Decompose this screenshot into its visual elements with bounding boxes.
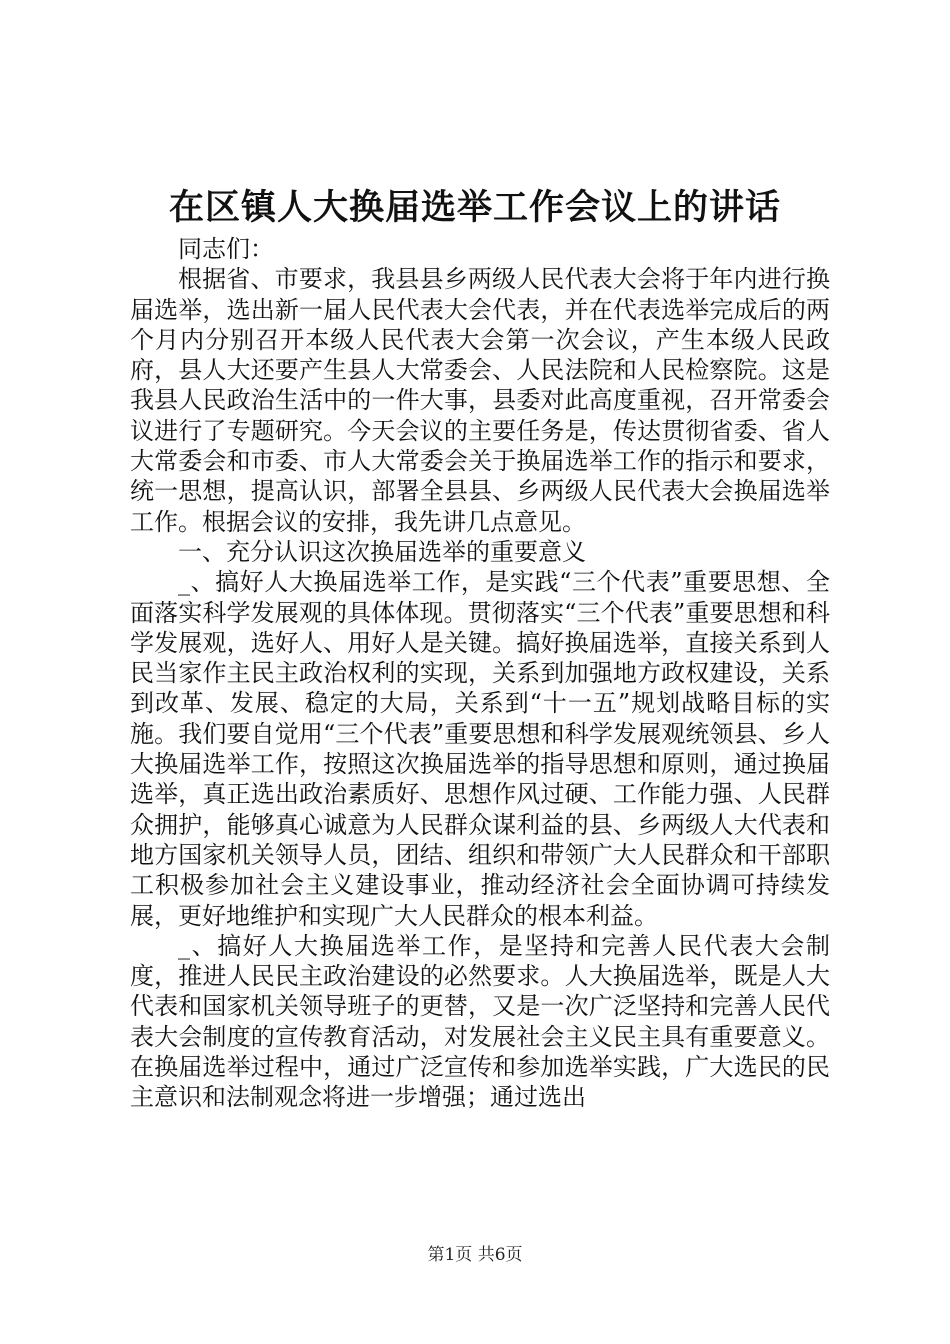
document-title: 在区镇人大换届选举工作会议上的讲话 [168,188,781,228]
section-heading: 一、充分认识这次换届选举的重要意义 [178,537,586,566]
intro-paragraph: 根据省、市要求，我县县乡两级人民代表大会将于年内进行换届选举，选出新一届人民代表大会代表，并在代表选举完成后的两个月内分别召开本级人民代表大会第一次会议，产生本级人民政府，县人大还要产生县人大常委会、人民法院和人民检察院。这是我县人民政治生活中的一件大事，县委对此高度重视，召开常委会议进行了专题研究。今天会议的主要任务是，传达贯彻省委、省人大常委会和市委、市人大常委会关于换届选举工作的指示和要求，统一思想，提高认识，部署全县县、乡两级人民代表大会换届选举工作。根据会议的安排，我先讲几点意见。 [130,265,830,536]
body-paragraph-1: _、搞好人大换届选举工作，是实践“三个代表”重要思想、全面落实科学发展观的具体体现。贯彻落实“三个代表”重要思想和科学发展观，选好人、用好人是关键。搞好换届选举，直接关系到人民当家作主民主政治权利的实现，关系到加强地方政权建设，关系到改革、发展、稳定的大局，关系到“十一五”规划战略目标的实施。我们要自觉用“三个代表”重要思想和科学发展观统领县、乡人大换届选举工作，按照这次换届选举的指导思想和原则，通过换届选举，真正选出政治素质好、思想作风过硬、工作能力强、人民群众拥护，能够真心诚意为人民群众谋利益的县、乡两级人大代表和地方国家机关领导人员，团结、组织和带领广大人民群众和干部职工积极参加社会主义建设事业，推动经济社会全面协调可持续发展，更好地维护和实现广大人民群众的根本利益。 [130,568,830,930]
page-footer: 第1页 共6页 [427,1245,523,1265]
document-body [130,234,830,1113]
salutation-paragraph: 同志们： [178,235,274,263]
body-paragraph-2: _、搞好人大换届选举工作，是坚持和完善人民代表大会制度，推进人民民主政治建设的必然要求。人大换届选举，既是人大代表和国家机关领导班子的更替，又是一次广泛坚持和完善人民代表大会制度的宣传教育活动，对发展社会主义民主具有重要意义。在换届选举过程中，通过广泛宣传和参加选举实践，广大选民的民主意识和法制观念将进一步增强；通过选出 [130,931,830,1112]
